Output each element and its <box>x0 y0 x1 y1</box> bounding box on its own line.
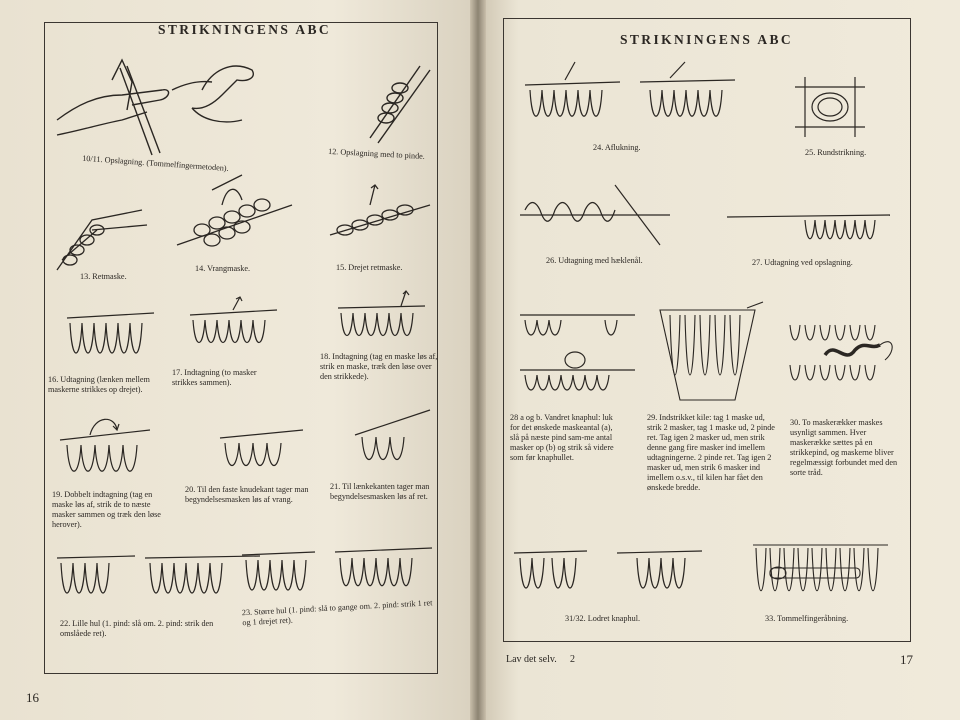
cast-on-increase-illustration <box>725 205 895 250</box>
knot-edge-illustration <box>215 418 305 478</box>
caption-29: 29. Indstrikket kile: tag 1 maske ud, strik 2 masker, tag 1 maske ud, 2 pinde ret. Tag igen 2 masker ud, men strik denne gang fire masker ind imellem udtagningerne. 2 pinde ret. Tag igen 2 masker ud, men strik 6 masker ind imellem o.s.v., til kilen har fået den ønskede bredde. <box>647 413 775 492</box>
knit-stitch-illustration <box>52 200 152 275</box>
caption-30: 30. To maskerækker maskes usynligt sammen. Hver maskerække sættes på en strikkepind, og maskerne bliver regelmæssigt forbundet med den sorte tråd. <box>790 418 898 477</box>
caption-23: 23. Større hul (1. pind: slå to gange om. 2. pind: strik 1 ret og 1 drejet ret). <box>241 598 433 628</box>
caption-22: 22. Lille hul (1. pind: slå om. 2. pind: strik den omslåede ret). <box>60 619 214 638</box>
caption-28: 28 a og b. Vandret knaphul: luk for det ønskede maskeantal (a), slå på næste pind sam-me antal masker op (b) og strik så videre som før knaphullet. <box>510 413 614 462</box>
book-gutter <box>470 0 486 720</box>
bind-off-illustration <box>520 60 740 135</box>
double-decrease-illustration <box>55 410 155 485</box>
right-page-number: 17 <box>900 652 913 667</box>
circular-knitting-illustration <box>790 72 870 142</box>
caption-20: 20. Til den faste knudekant tager man begyndelsesmasken løs af vrang. <box>185 485 309 504</box>
cast-on-two-needles-illustration <box>360 58 440 148</box>
left-page-number: 16 <box>26 690 39 705</box>
increase-illustration <box>62 303 157 368</box>
small-hole-illustration <box>55 548 265 613</box>
caption-14: 14. Vrangmaske. <box>195 264 251 273</box>
caption-13: 13. Retmaske. <box>80 272 127 281</box>
caption-26: 26. Udtagning med hæklenål. <box>546 256 643 265</box>
caption-18: 18. Indtagning (tag en maske løs af, strik en maske, træk den løse over den strikkede). <box>320 352 438 381</box>
caption-19: 19. Dobbelt indtagning (tag en maske løs af, strik de to næste masker sammen og træk den løse herover). <box>52 490 161 529</box>
decrease-two-together-illustration <box>185 295 280 355</box>
twisted-knit-illustration <box>325 180 435 250</box>
right-page-title: STRIKNINGENS ABC <box>620 32 794 47</box>
graft-stitches-illustration <box>785 320 900 390</box>
footer-number: 2 <box>570 654 575 665</box>
decrease-pass-over-illustration <box>333 288 428 348</box>
caption-31-32: 31/32. Lodret knaphul. <box>565 614 641 623</box>
caption-27: 27. Udtagning ved opslagning. <box>752 258 853 267</box>
crochet-increase-illustration <box>515 180 675 250</box>
horizontal-buttonhole-illustration <box>515 290 640 400</box>
caption-24: 24. Aflukning. <box>593 143 641 152</box>
caption-10-11: 10/11. Opslagning. (Tommelfingermetoden). <box>81 153 229 173</box>
knitted-gusset-illustration <box>655 300 770 405</box>
caption-21: 21. Til lænkekanten tager man begyndelsesmasken løs af ret. <box>330 482 430 501</box>
caption-33: 33. Tommelfingeråbning. <box>765 614 849 623</box>
footer-title: Lav det selv. <box>506 654 557 665</box>
chain-edge-illustration <box>350 405 435 470</box>
caption-12: 12. Opslagning med to pinde. <box>327 146 426 161</box>
purl-stitch-illustration <box>172 175 297 260</box>
caption-16: 16. Udtagning (lænken mellem maskerne strikkes op drejet). <box>48 375 150 394</box>
vertical-buttonhole-illustration <box>512 543 707 608</box>
cast-on-thumb-illustration <box>52 50 262 170</box>
caption-17: 17. Indtagning (to masker strikkes sammen). <box>172 368 257 387</box>
left-page-title: STRIKNINGENS ABC <box>158 22 332 37</box>
caption-25: 25. Rundstrikning. <box>805 148 867 157</box>
caption-15: 15. Drejet retmaske. <box>336 263 403 272</box>
thumb-opening-illustration <box>748 540 893 610</box>
